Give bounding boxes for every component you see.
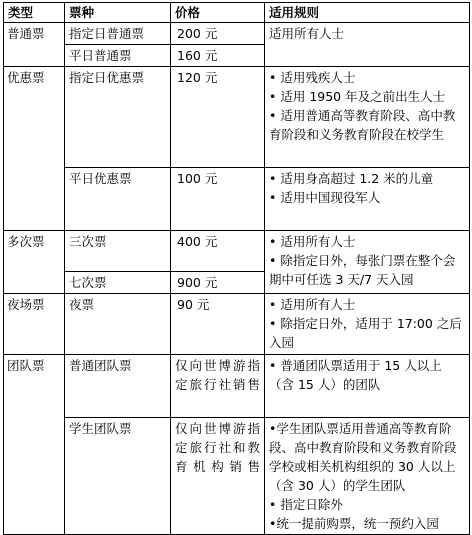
table-row xyxy=(4,355,470,418)
table-row xyxy=(4,168,470,231)
category-multi: 多次票 xyxy=(4,231,65,294)
ticket-name: 普通团队票 xyxy=(65,355,171,418)
ticket-price: 120 元 xyxy=(171,67,265,168)
rule-item: • 适用所有人士 xyxy=(269,297,356,312)
header-type: 类型 xyxy=(4,3,65,23)
rule-item: • 除指定日外，每张门票在整个会期中可任选 3 天/7 天入园 xyxy=(269,253,456,287)
rules-night xyxy=(265,294,470,355)
ticket-table xyxy=(3,2,470,535)
rule-item: • 适用 1950 年及之前出生人士 xyxy=(269,89,446,104)
ticket-price: 100 元 xyxy=(171,168,265,231)
rule-item: • 适用所有人士 xyxy=(269,234,356,249)
header-price: 价格 xyxy=(171,3,265,23)
rule-item: •统一提前购票，统一预约入园 xyxy=(269,516,439,531)
category-night: 夜场票 xyxy=(4,294,65,355)
table-row xyxy=(4,67,470,168)
rule-item: • 适用残疾人士 xyxy=(269,70,356,85)
rule-item: • 适用身高超过 1.2 米的儿童 xyxy=(269,171,434,186)
ticket-name: 平日优惠票 xyxy=(65,168,171,231)
table-row xyxy=(4,418,470,535)
ticket-price: 400 元 xyxy=(171,231,265,272)
ticket-price: 160 元 xyxy=(171,45,265,67)
ticket-price: 仅向世博游指定旅行社销售 xyxy=(171,355,265,418)
ticket-name: 平日普通票 xyxy=(65,45,171,67)
ticket-price: 90 元 xyxy=(171,294,265,355)
rules-group-student xyxy=(265,418,470,535)
table-row xyxy=(4,231,470,272)
rule-item: •学生团队票适用普通高等教育阶段、高中教育阶段和义务教育阶段学校或相关机构组织的 30 人以上（含 30 人）的学生团队 xyxy=(269,421,457,493)
header-rules: 适用规则 xyxy=(265,3,470,23)
rule-item: • 适用中国现役军人 xyxy=(269,190,381,205)
table-row xyxy=(4,23,470,45)
ticket-name: 三次票 xyxy=(65,231,171,272)
category-general: 普通票 xyxy=(4,23,65,67)
rule-item: • 普通团队票适用于 15 人以上（含 15 人）的团队 xyxy=(269,358,442,392)
ticket-price: 900 元 xyxy=(171,272,265,294)
rules-general: 适用所有人士 xyxy=(265,23,470,67)
ticket-name: 指定日优惠票 xyxy=(65,67,171,168)
rule-item: • 除指定日外，适用于 17:00 之后入园 xyxy=(269,316,462,350)
rules-discount-designated xyxy=(265,67,470,168)
ticket-name: 学生团队票 xyxy=(65,418,171,535)
category-group: 团队票 xyxy=(4,355,65,535)
ticket-price: 200 元 xyxy=(171,23,265,45)
rules-group-normal xyxy=(265,355,470,418)
ticket-price: 仅向世博游指定旅行社和教育机构销售 xyxy=(171,418,265,535)
ticket-name: 指定日普通票 xyxy=(65,23,171,45)
rule-item: • 指定日除外 xyxy=(269,497,343,512)
table-row xyxy=(4,294,470,355)
rules-multi xyxy=(265,231,470,294)
category-discount: 优惠票 xyxy=(4,67,65,231)
header-row xyxy=(4,3,470,23)
rules-discount-normal xyxy=(265,168,470,231)
ticket-name: 夜票 xyxy=(65,294,171,355)
ticket-name: 七次票 xyxy=(65,272,171,294)
rule-item: • 适用普通高等教育阶段、高中教育阶段和义务教育阶段在校学生 xyxy=(269,108,456,142)
header-ticket: 票种 xyxy=(65,3,171,23)
